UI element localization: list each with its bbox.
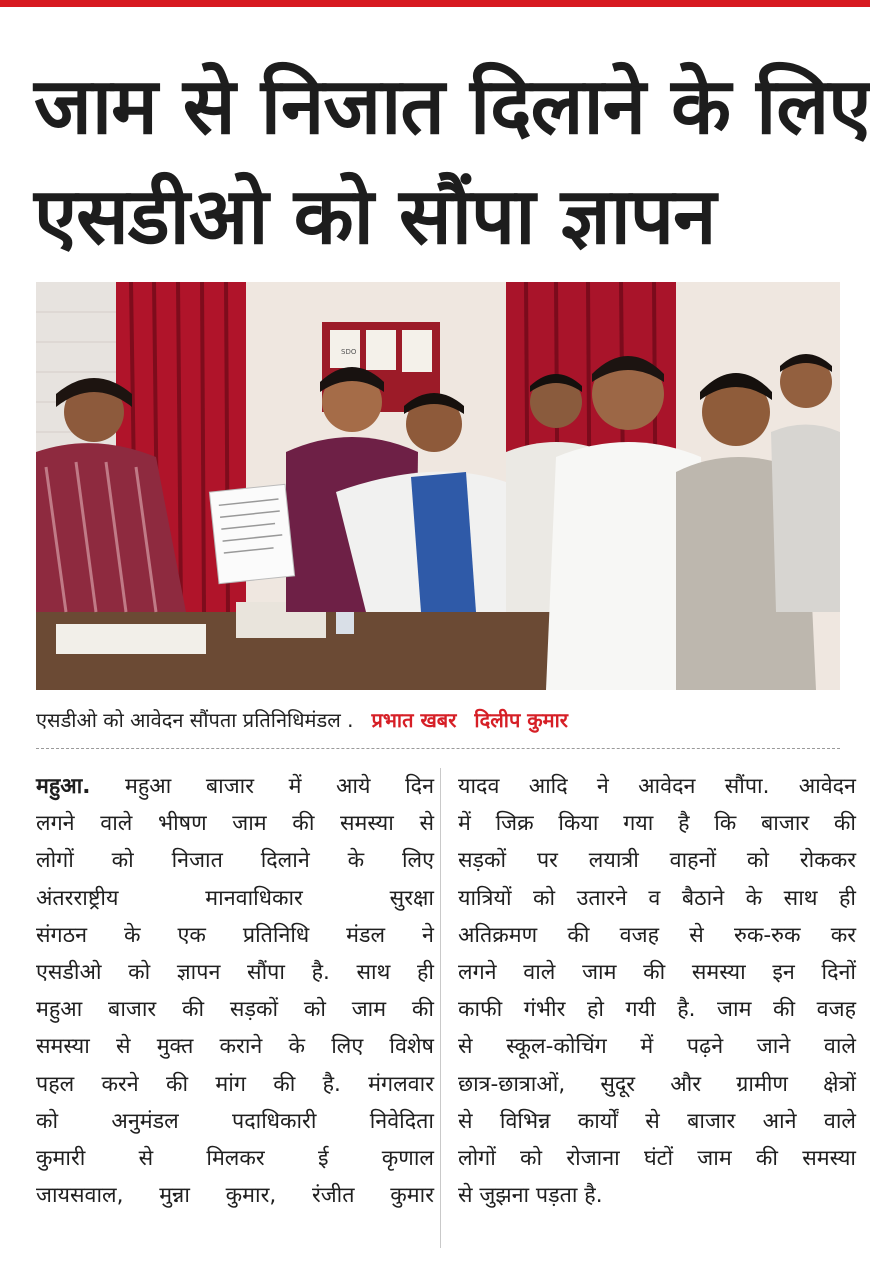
article-line: जायसवाल, मुन्ना कुमार, रंजीत कुमार [36, 1183, 434, 1209]
article-line: लोगों को निजात दिलाने के लिए [36, 848, 434, 874]
article-line-last: से जुझना पड़ता है. [458, 1183, 603, 1209]
article-line: यात्रियों को उतारने व बैठाने के साथ ही [458, 885, 856, 911]
photo-caption-row [36, 700, 840, 740]
article-line: लगने वाले जाम की समस्या इन दिनों [458, 960, 856, 986]
article-line: से विभिन्न कार्यों से बाजार आने वाले [458, 1108, 856, 1134]
top-accent-bar [0, 0, 870, 7]
article-line: लोगों को रोजाना घंटों जाम की समस्या [458, 1146, 856, 1172]
article-line: में जिक्र किया गया है कि बाजार की [458, 811, 856, 837]
credit-source: प्रभात खबर [371, 708, 457, 732]
article-line-text: महुआ बाजार में आये दिन [90, 774, 434, 799]
article-line: अतिक्रमण की वजह से रुक-रुक कर [458, 922, 856, 948]
headline-line-2: एसडीओ को सौंपा ज्ञापन [34, 172, 716, 262]
article-line: समस्या से मुक्त कराने के लिए विशेष [36, 1034, 434, 1060]
article-line: यादव आदि ने आवेदन सौंपा. आवेदन [458, 774, 856, 799]
column-separator [440, 768, 441, 1248]
article-line: सड़कों पर लयात्री वाहनों को रोककर [458, 848, 857, 874]
photo-caption: एसडीओ को आवेदन सौंपता प्रतिनिधिमंडल . [36, 708, 354, 732]
article-line: काफी गंभीर हो गयी है. जाम की वजह [458, 997, 856, 1023]
article-line: से स्कूल-कोचिंग में पढ़ने जाने वाले [458, 1034, 856, 1060]
article-line: संगठन के एक प्रतिनिधि मंडल ने [36, 922, 434, 948]
article-line [36, 768, 434, 805]
headline [34, 52, 870, 272]
news-photo [36, 282, 840, 690]
notice-text: SDO [341, 348, 357, 356]
article-line: अंतरराष्ट्रीय मानवाधिकार सुरक्षा [36, 885, 434, 911]
article-column-left [36, 768, 434, 1214]
article-line: पहल करने की मांग की है. मंगलवार [36, 1071, 434, 1097]
article-column-right [458, 768, 856, 1214]
article-line: महुआ बाजार की सड़कों को जाम की [36, 997, 434, 1023]
dateline: महुआ. [36, 774, 91, 799]
article-line: को अनुमंडल पदाधिकारी निवेदिता [36, 1108, 434, 1134]
article-line: कुमारी से मिलकर ई कृणाल [36, 1146, 434, 1172]
headline-line-1: जाम से निजात दिलाने के लिए [34, 62, 870, 152]
article-line: छात्र-छात्राओं, सुदूर और ग्रामीण क्षेत्रों [458, 1071, 856, 1097]
credit-photographer: दिलीप कुमार [474, 708, 568, 732]
article-line: एसडीओ को ज्ञापन सौंपा है. साथ ही [36, 960, 434, 986]
caption-divider [36, 748, 840, 749]
article-line: लगने वाले भीषण जाम की समस्या से [36, 811, 434, 837]
